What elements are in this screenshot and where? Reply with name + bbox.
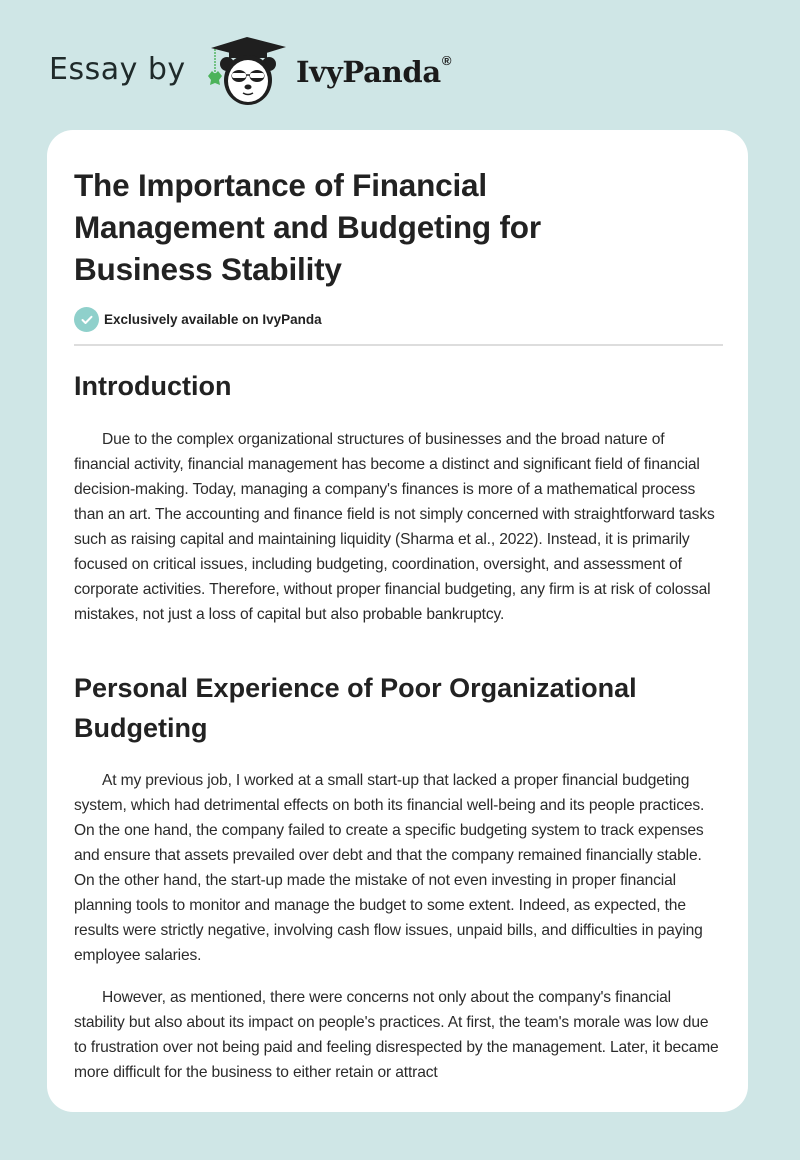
- exclusive-badge: [74, 307, 322, 332]
- check-circle-icon: [74, 307, 99, 332]
- title-divider: [74, 344, 723, 346]
- section-heading-introduction: Introduction: [74, 371, 232, 401]
- section-heading-personal-experience: Personal Experience of Poor Organizational Budgeting: [74, 673, 637, 743]
- personal-experience-paragraph-2: However, as mentioned, there were concerns not only about the company's financial stability but also about its impact on people's practices. At first, the team's morale was low due to frustration over not being paid and feeling disrespected by the management. Later, it became more difficult for the business to either retain or attract: [74, 989, 719, 1081]
- essay-card: [47, 130, 748, 1112]
- personal-experience-paragraph-1: At my previous job, I worked at a small start-up that lacked a proper financial budgeting system, which had detrimental effects on both its financial well-being and its people practices. On the one hand, the company failed to create a specific budgeting system to track expenses and ensure that assets prevailed over debt and that the company remained financially stable. On the other hand, the start-up made the mistake of not even investing in proper financial planning tools to monitor and manage the budget to some extent. Indeed, as expected, the results were strictly negative, involving cash flow issues, unpaid bills, and difficulties in paying employee salaries.: [74, 772, 705, 964]
- essay-by-label: Essay by: [49, 52, 186, 87]
- registered-mark: ®: [441, 53, 452, 68]
- site-header: [0, 0, 800, 130]
- introduction-paragraph: Due to the complex organizational structures of businesses and the broad nature of financial activity, financial management has become a distinct and significant field of financial decision-making. Today, managing a company's finances is more of a mathematical process than an art. The accounting and finance field is not simply concerned with straightforward tasks such as raising capital and maintaining liquidity (Sharma et al., 2022). Instead, it is primarily focused on critical issues, including budgeting, coordination, oversight, and assessment of corporate activities. Therefore, without proper financial budgeting, any firm is at risk of colossal mistakes, not just a loss of capital but also probable bankruptcy.: [74, 431, 715, 623]
- brand-name[interactable]: [296, 55, 451, 89]
- panda-graduate-logo-icon[interactable]: [203, 36, 291, 108]
- page-title: The Importance of Financial Management and Budgeting for Business Stability: [74, 167, 541, 287]
- exclusive-label: Exclusively available on IvyPanda: [104, 312, 322, 327]
- brand-text: IvyPanda: [296, 55, 441, 89]
